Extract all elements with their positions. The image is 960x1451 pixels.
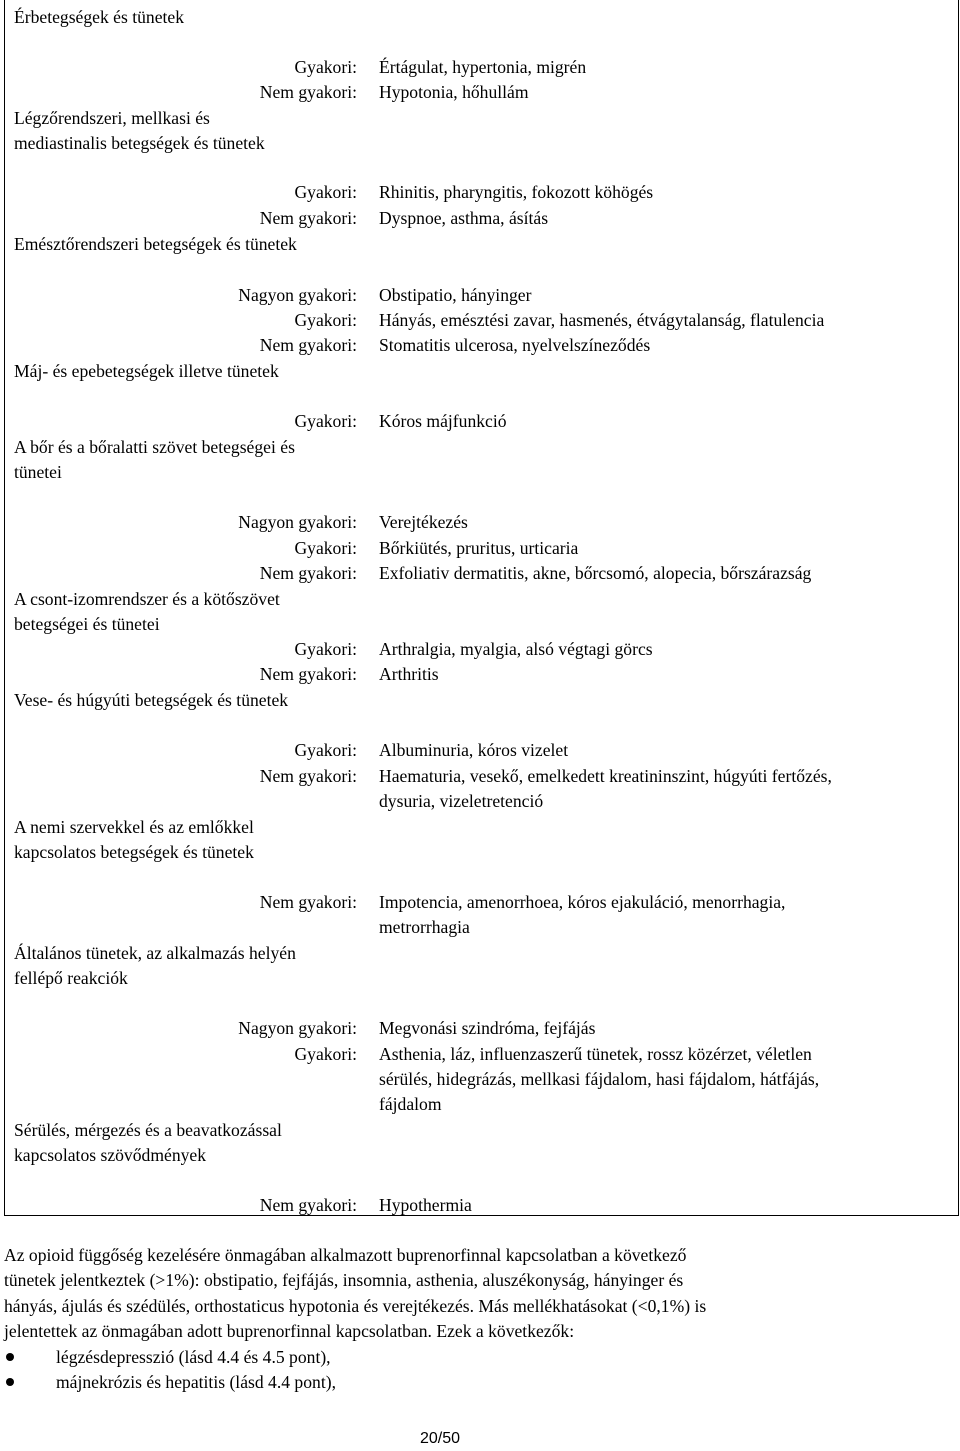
effect-text: Hypothermia	[379, 1195, 472, 1215]
effect-text: Asthenia, láz, influenzaszerű tünetek, rossz közérzet, véletlen	[379, 1044, 812, 1064]
effect-text: fájdalom	[379, 1094, 442, 1114]
effect-text: Albuminuria, kóros vizelet	[379, 740, 569, 760]
effect-text: Hypotonia, hőhullám	[379, 82, 529, 102]
frequency-label: Nagyon gyakori:	[238, 1018, 357, 1038]
paragraph-line: Az opioid függőség kezelésére önmagában alkalmazott buprenorfinnal kapcsolatban a következő	[4, 1245, 687, 1265]
bullet-item: májnekrózis és hepatitis (lásd 4.4 pont),	[56, 1372, 336, 1392]
effect-text: Bőrkiütés, pruritus, urticaria	[379, 538, 579, 558]
effect-text: Haematuria, vesekő, emelkedett kreatininszint, húgyúti fertőzés,	[379, 766, 832, 786]
frequency-label: Gyakori:	[294, 740, 357, 760]
effect-text: Obstipatio, hányinger	[379, 285, 532, 305]
frequency-label: Gyakori:	[294, 182, 357, 202]
category-label: betegségei és tünetei	[14, 614, 160, 634]
frequency-label: Nem gyakori:	[259, 82, 357, 102]
bullet-item: légzésdepresszió (lásd 4.4 és 4.5 pont),	[56, 1347, 331, 1367]
paragraph-line: hányás, ájulás és szédülés, orthostaticus hypotonia és verejtékezés. Más mellékhatásokat (<0,1%) is	[4, 1296, 707, 1316]
effect-text: Kóros májfunkció	[379, 411, 507, 431]
effect-text: Dyspnoe, asthma, ásítás	[379, 208, 549, 228]
category-label: Légzőrendszeri, mellkasi és	[14, 108, 210, 128]
category-label: Máj- és epebetegségek illetve tünetek	[14, 361, 279, 381]
frequency-label: Nem gyakori:	[259, 892, 357, 912]
frequency-label: Gyakori:	[294, 411, 357, 431]
frequency-label: Nem gyakori:	[259, 208, 357, 228]
category-label: kapcsolatos szövődmények	[14, 1145, 207, 1165]
frequency-label: Nagyon gyakori:	[238, 285, 357, 305]
category-label: fellépő reakciók	[14, 968, 128, 988]
effect-text: Rhinitis, pharyngitis, fokozott köhögés	[379, 182, 654, 202]
effect-text: Arthralgia, myalgia, alsó végtagi görcs	[379, 639, 653, 659]
bullet-icon	[6, 1353, 14, 1361]
paragraph-line: tünetek jelentkeztek (>1%): obstipatio, fejfájás, insomnia, asthenia, aluszékonyság, hányinger és	[4, 1270, 684, 1290]
frequency-label: Nem gyakori:	[259, 335, 357, 355]
effect-text: Stomatitis ulcerosa, nyelvelszíneződés	[379, 335, 651, 355]
frequency-label: Nem gyakori:	[259, 766, 357, 786]
effect-text: dysuria, vizeletretenció	[379, 791, 544, 811]
page-number: 20/50	[419, 1430, 461, 1447]
effect-text: Megvonási szindróma, fejfájás	[379, 1018, 596, 1038]
effect-text: Verejtékezés	[379, 512, 468, 532]
category-label: kapcsolatos betegségek és tünetek	[14, 842, 254, 862]
category-label: A bőr és a bőralatti szövet betegségei és	[14, 437, 295, 457]
effect-text: Értágulat, hypertonia, migrén	[379, 57, 587, 77]
effect-text: sérülés, hidegrázás, mellkasi fájdalom, hasi fájdalom, hátfájás,	[379, 1069, 820, 1089]
bullet-icon	[6, 1378, 14, 1386]
effect-text: Hányás, emésztési zavar, hasmenés, étvágytalanság, flatulencia	[379, 310, 825, 330]
category-label: A nemi szervekkel és az emlőkkel	[14, 817, 254, 837]
category-label: A csont-izomrendszer és a kötőszövet	[14, 589, 280, 609]
frequency-label: Gyakori:	[294, 1044, 357, 1064]
category-label: Érbetegségek és tünetek	[14, 7, 185, 27]
category-label: Emésztőrendszeri betegségek és tünetek	[14, 234, 297, 254]
frequency-label: Gyakori:	[294, 57, 357, 77]
frequency-label: Nagyon gyakori:	[238, 512, 357, 532]
paragraph-line: jelentettek az önmagában adott buprenorfinnal kapcsolatban. Ezek a következők:	[4, 1321, 575, 1341]
effect-text: Arthritis	[379, 664, 439, 684]
category-label: Általános tünetek, az alkalmazás helyén	[14, 943, 296, 963]
category-label: Sérülés, mérgezés és a beavatkozással	[14, 1120, 282, 1140]
frequency-label: Gyakori:	[294, 310, 357, 330]
frequency-label: Gyakori:	[294, 538, 357, 558]
frequency-label: Nem gyakori:	[259, 664, 357, 684]
frequency-label: Gyakori:	[294, 639, 357, 659]
category-label: tünetei	[14, 462, 62, 482]
effect-text: Impotencia, amenorrhoea, kóros ejakuláció, menorrhagia,	[379, 892, 786, 912]
category-label: Vese- és húgyúti betegségek és tünetek	[14, 690, 289, 710]
frequency-label: Nem gyakori:	[259, 1195, 357, 1215]
effect-text: metrorrhagia	[379, 917, 470, 937]
frequency-label: Nem gyakori:	[259, 563, 357, 583]
category-label: mediastinalis betegségek és tünetek	[14, 133, 265, 153]
effect-text: Exfoliativ dermatitis, akne, bőrcsomó, alopecia, bőrszárazság	[379, 563, 812, 583]
